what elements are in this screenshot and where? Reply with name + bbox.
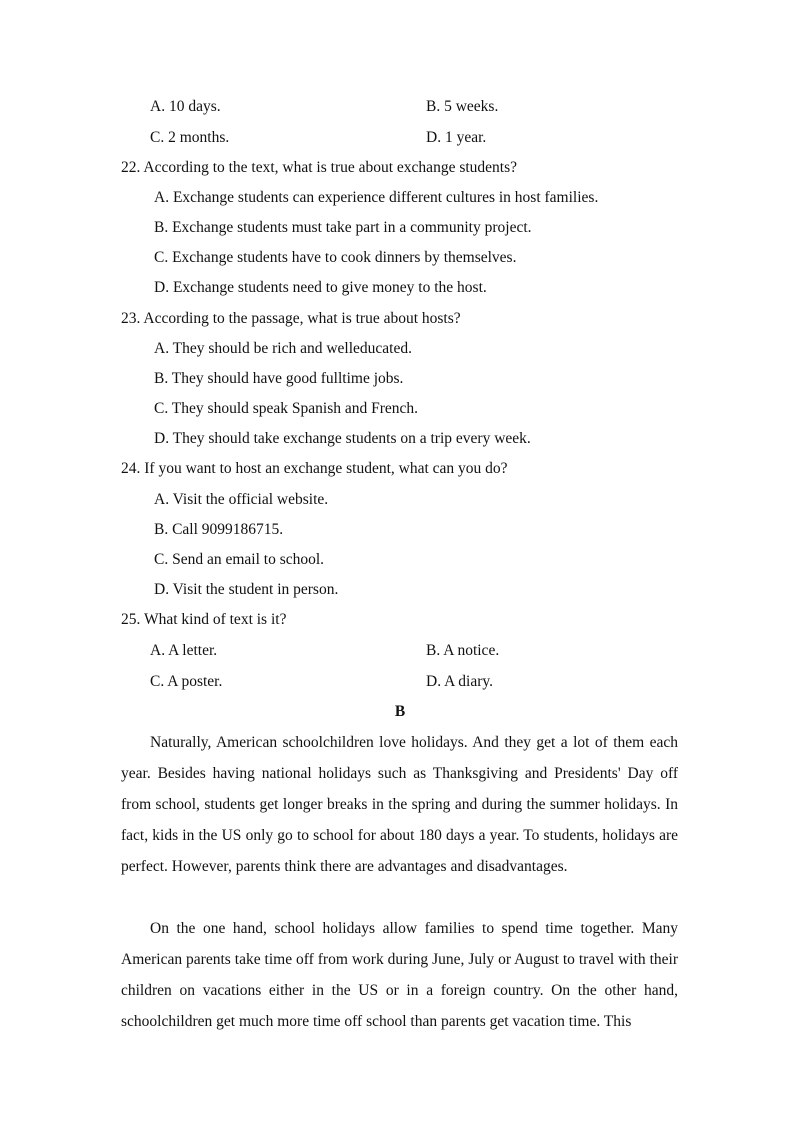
q23-option-a: A. They should be rich and welleducated. <box>154 340 412 357</box>
q25-option-b: B. A notice. <box>426 642 500 659</box>
q21-option-c: C. 2 months. <box>150 129 230 146</box>
q21-option-b: B. 5 weeks. <box>426 98 499 115</box>
q24-question: 24. If you want to host an exchange student, what can you do? <box>121 460 508 477</box>
section-heading: B <box>394 703 406 720</box>
q22-option-c: C. Exchange students have to cook dinners by themselves. <box>154 249 517 266</box>
q25-option-d: D. A diary. <box>426 673 494 690</box>
q24-option-b: B. Call 9099186715. <box>154 521 284 538</box>
q25-option-a: A. A letter. <box>150 642 218 659</box>
q22-option-a: A. Exchange students can experience different cultures in host families. <box>154 189 599 206</box>
q22-question: 22. According to the text, what is true about exchange students? <box>121 159 518 176</box>
q23-option-c: C. They should speak Spanish and French. <box>154 400 419 417</box>
q25-option-c: C. A poster. <box>150 673 223 690</box>
q23-option-b: B. They should have good fulltime jobs. <box>154 370 404 387</box>
q23-question: 23. According to the passage, what is true about hosts? <box>121 310 461 327</box>
q25-question: 25. What kind of text is it? <box>121 611 287 628</box>
q24-option-a: A. Visit the official website. <box>154 491 329 508</box>
passage-paragraph-2: On the one hand, school holidays allow families to spend time together. Many American parents take time off from work during June, July or August to travel with their children on vacations either in the US or in a foreign country. On the other hand, schoolchildren get much more time off school than parents get vacation time. This <box>121 920 678 1030</box>
q22-option-d: D. Exchange students need to give money to the host. <box>154 279 487 296</box>
q23-option-d: D. They should take exchange students on a trip every week. <box>154 430 531 447</box>
passage-paragraph-1: Naturally, American schoolchildren love holidays. And they get a lot of them each year. Besides having national holidays such as Thanksgiving and Presidents' Day off from school, students get longer breaks in the spring and during the summer holidays. In fact, kids in the US only go to school for about 180 days a year. To students, holidays are perfect. However, parents think there are advantages and disadvantages. <box>121 734 678 875</box>
q24-option-d: D. Visit the student in person. <box>154 581 339 598</box>
q22-option-b: B. Exchange students must take part in a community project. <box>154 219 532 236</box>
q24-option-c: C. Send an email to school. <box>154 551 325 568</box>
q21-option-d: D. 1 year. <box>426 129 487 146</box>
q21-option-a: A. 10 days. <box>150 98 221 115</box>
